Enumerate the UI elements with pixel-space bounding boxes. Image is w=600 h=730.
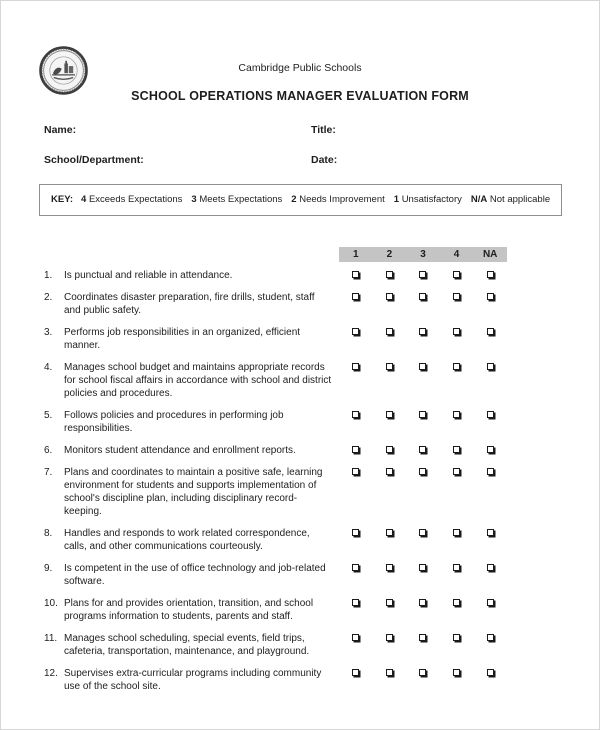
checkbox-rating-2[interactable] — [386, 634, 393, 641]
item-text: Supervises extra-curricular programs including community use of the school site. — [64, 668, 322, 692]
checkbox-rating-2[interactable] — [386, 363, 393, 370]
checkbox-rating-na[interactable] — [487, 328, 494, 335]
key-value: 1 — [393, 194, 400, 205]
item-number: 9. — [44, 563, 53, 574]
rating-checkboxes — [339, 409, 507, 435]
checkbox-rating-1[interactable] — [352, 293, 359, 300]
checkbox-rating-na[interactable] — [487, 529, 494, 536]
item-text: Manages school budget and maintains appropriate records for school fiscal affairs in accordance with school and district policies and procedures. — [64, 362, 332, 399]
checkbox-rating-1[interactable] — [352, 363, 359, 370]
key-desc: Not applicable — [489, 194, 551, 205]
checkbox-rating-2[interactable] — [386, 446, 393, 453]
rating-checkboxes — [339, 361, 507, 400]
checkbox-rating-3[interactable] — [419, 468, 426, 475]
evaluation-item-row-9 — [1, 562, 599, 588]
checkbox-rating-4[interactable] — [453, 411, 460, 418]
checkbox-rating-3[interactable] — [419, 363, 426, 370]
form-fields — [44, 124, 561, 167]
item-number: 12. — [44, 668, 58, 679]
checkbox-rating-1[interactable] — [352, 669, 359, 676]
checkbox-rating-2[interactable] — [386, 411, 393, 418]
rating-column-1: 1 — [353, 249, 359, 260]
checkbox-rating-na[interactable] — [487, 293, 494, 300]
rating-key-box — [39, 184, 562, 216]
checkbox-rating-1[interactable] — [352, 328, 359, 335]
form-title: SCHOOL OPERATIONS MANAGER EVALUATION FORM — [131, 89, 469, 103]
evaluation-items-list — [1, 269, 599, 693]
evaluation-item-row-8 — [1, 527, 599, 553]
rating-checkboxes — [339, 562, 507, 588]
name-field-value[interactable] — [76, 124, 311, 137]
key-item — [471, 194, 550, 205]
checkbox-rating-1[interactable] — [352, 529, 359, 536]
item-number: 3. — [44, 327, 53, 338]
evaluation-item-row-11 — [1, 632, 599, 658]
evaluation-item-row-6 — [1, 444, 599, 457]
checkbox-rating-3[interactable] — [419, 634, 426, 641]
date-field-value[interactable] — [337, 154, 561, 167]
evaluation-item-row-5 — [1, 409, 599, 435]
checkbox-rating-2[interactable] — [386, 468, 393, 475]
checkbox-rating-1[interactable] — [352, 271, 359, 278]
rating-checkboxes — [339, 667, 507, 693]
checkbox-rating-na[interactable] — [487, 634, 494, 641]
key-item — [291, 194, 384, 205]
checkbox-rating-4[interactable] — [453, 468, 460, 475]
item-text: Coordinates disaster preparation, fire drills, student, staff and public safety. — [64, 292, 315, 316]
checkbox-rating-4[interactable] — [453, 599, 460, 606]
date-field — [311, 154, 561, 167]
evaluation-item-row-10 — [1, 597, 599, 623]
key-item — [81, 194, 182, 205]
checkbox-rating-na[interactable] — [487, 446, 494, 453]
item-text: Manages school scheduling, special events, field trips, cafeteria, transportation, maintenance, and playground. — [64, 633, 310, 657]
checkbox-rating-1[interactable] — [352, 599, 359, 606]
item-text: Plans and coordinates to maintain a positive safe, learning environment for students and supports implementation of school's discipline plan, including disciplinary record-keeping. — [64, 467, 323, 517]
checkbox-rating-3[interactable] — [419, 564, 426, 571]
date-label: Date: — [311, 154, 338, 166]
evaluation-item-row-3 — [1, 326, 599, 352]
key-value: 4 — [81, 194, 87, 205]
checkbox-rating-2[interactable] — [386, 669, 393, 676]
item-text: Performs job responsibilities in an organized, efficient manner. — [64, 327, 301, 351]
checkbox-rating-1[interactable] — [352, 564, 359, 571]
item-text: Is competent in the use of office technology and job-related software. — [64, 563, 326, 587]
rating-column-na: NA — [482, 249, 498, 260]
checkbox-rating-na[interactable] — [487, 669, 494, 676]
checkbox-rating-3[interactable] — [419, 293, 426, 300]
item-number: 5. — [44, 410, 53, 421]
name-label: Name: — [44, 124, 77, 136]
item-text: Handles and responds to work related correspondence, calls, and other communications courteously. — [64, 528, 310, 552]
checkbox-rating-2[interactable] — [386, 328, 393, 335]
key-desc: Meets Expectations — [199, 194, 283, 205]
checkbox-rating-4[interactable] — [453, 564, 460, 571]
item-number: 10. — [44, 598, 58, 609]
ratings-header-band — [339, 247, 507, 262]
rating-checkboxes — [339, 326, 507, 352]
key-value: 2 — [291, 194, 297, 205]
title-label: Title: — [311, 124, 336, 136]
item-text: Follows policies and procedures in performing job responsibilities. — [64, 410, 284, 434]
item-number: 6. — [44, 445, 53, 456]
checkbox-rating-3[interactable] — [419, 529, 426, 536]
checkbox-rating-2[interactable] — [386, 599, 393, 606]
checkbox-rating-2[interactable] — [386, 564, 393, 571]
checkbox-rating-3[interactable] — [419, 446, 426, 453]
checkbox-rating-1[interactable] — [352, 446, 359, 453]
school-department-field-value[interactable] — [144, 154, 311, 167]
organization-name: Cambridge Public Schools — [238, 62, 362, 74]
school-department-field — [44, 154, 311, 167]
item-number: 2. — [44, 292, 53, 303]
checkbox-rating-4[interactable] — [453, 271, 460, 278]
item-text: Plans for and provides orientation, transition, and school programs information to students, parents and staff. — [64, 598, 314, 622]
checkbox-rating-4[interactable] — [453, 446, 460, 453]
rating-column-4: 4 — [453, 249, 460, 260]
title-field-value[interactable] — [336, 124, 561, 137]
checkbox-rating-1[interactable] — [352, 411, 359, 418]
seal-icon — [37, 43, 90, 98]
checkbox-rating-4[interactable] — [453, 529, 460, 536]
rating-checkboxes — [339, 527, 507, 553]
title-field — [311, 124, 561, 137]
key-desc: Unsatisfactory — [401, 194, 462, 205]
key-value: 3 — [191, 194, 197, 205]
rating-checkboxes — [339, 291, 507, 317]
cambridge-city-seal-logo — [37, 43, 90, 98]
item-text: Is punctual and reliable in attendance. — [64, 270, 233, 281]
key-desc: Needs Improvement — [299, 194, 385, 205]
evaluation-item-row-4 — [1, 361, 599, 400]
rating-checkboxes — [339, 269, 507, 282]
item-number: 7. — [44, 467, 53, 478]
checkbox-rating-3[interactable] — [419, 669, 426, 676]
key-item — [191, 194, 282, 205]
rating-checkboxes — [339, 597, 507, 623]
school-department-label: School/Department: — [44, 154, 144, 166]
checkbox-rating-2[interactable] — [386, 529, 393, 536]
checkbox-rating-na[interactable] — [487, 271, 494, 278]
checkbox-rating-4[interactable] — [453, 363, 460, 370]
field-row-1 — [44, 124, 561, 137]
key-item — [394, 194, 462, 205]
rating-checkboxes — [339, 444, 507, 457]
rating-column-3: 3 — [420, 249, 426, 260]
checkbox-rating-1[interactable] — [352, 468, 359, 475]
checkbox-rating-4[interactable] — [453, 669, 460, 676]
field-row-2 — [44, 154, 561, 167]
checkbox-rating-3[interactable] — [419, 271, 426, 278]
checkbox-rating-3[interactable] — [419, 599, 426, 606]
evaluation-item-row-12 — [1, 667, 599, 693]
checkbox-rating-na[interactable] — [487, 599, 494, 606]
key-label: KEY: — [51, 194, 73, 205]
checkbox-rating-1[interactable] — [352, 634, 359, 641]
checkbox-rating-4[interactable] — [453, 293, 460, 300]
checkbox-rating-2[interactable] — [386, 293, 393, 300]
checkbox-rating-3[interactable] — [419, 411, 426, 418]
checkbox-rating-na[interactable] — [487, 468, 494, 475]
key-desc: Exceeds Expectations — [88, 194, 183, 205]
item-number: 8. — [44, 528, 53, 539]
checkbox-rating-2[interactable] — [386, 271, 393, 278]
key-value: N/A — [470, 194, 488, 205]
rating-column-2: 2 — [386, 249, 393, 260]
name-field — [44, 124, 311, 137]
evaluation-item-row-2 — [1, 291, 599, 317]
evaluation-item-row-7 — [1, 466, 599, 518]
checkbox-rating-3[interactable] — [419, 328, 426, 335]
checkbox-rating-4[interactable] — [453, 634, 460, 641]
rating-checkboxes — [339, 632, 507, 658]
rating-checkboxes — [339, 466, 507, 518]
evaluation-item-row-1 — [1, 269, 599, 282]
item-text: Monitors student attendance and enrollment reports. — [64, 445, 296, 456]
item-number: 1. — [44, 270, 53, 281]
checkbox-rating-na[interactable] — [487, 411, 494, 418]
item-number: 4. — [44, 362, 53, 373]
checkbox-rating-4[interactable] — [453, 328, 460, 335]
item-number: 11. — [44, 633, 58, 644]
checkbox-rating-na[interactable] — [487, 564, 494, 571]
checkbox-rating-na[interactable] — [487, 363, 494, 370]
